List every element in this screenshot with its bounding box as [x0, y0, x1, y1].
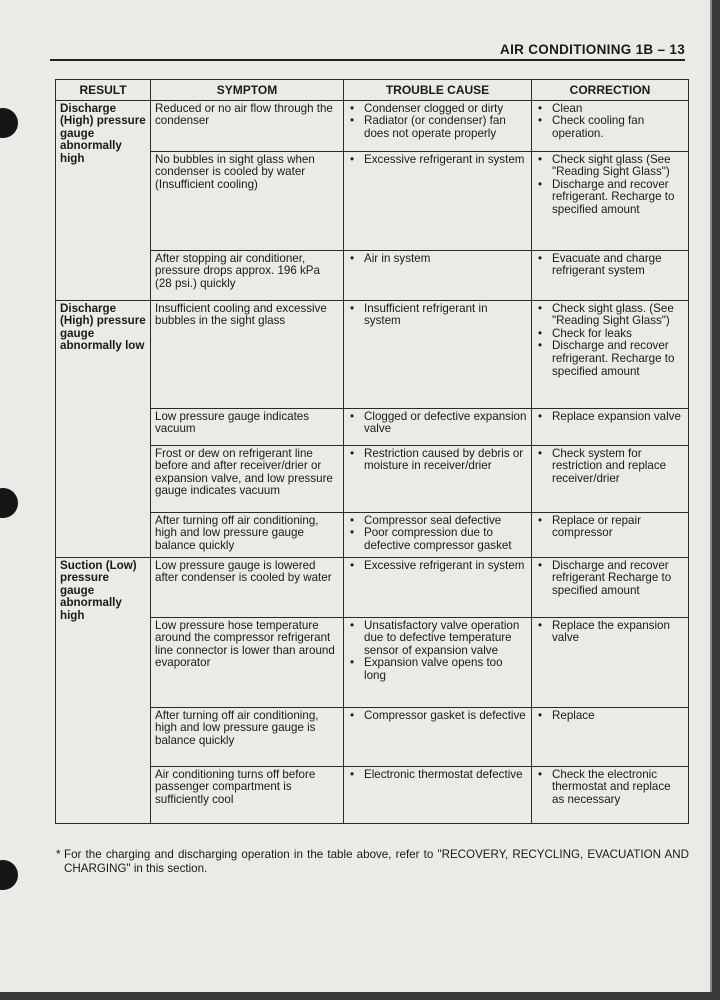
correction-cell — [532, 250, 689, 300]
cause-list — [348, 154, 527, 167]
correction-cell — [532, 766, 689, 823]
table-row — [56, 512, 689, 557]
cause-list — [348, 710, 527, 723]
symptom-cell: Low pressure hose temperature around the compressor refrigerant line connector is lower than around evaporator — [151, 617, 344, 707]
symptom-cell: After turning off air conditioning, high and low pressure gauge balance quickly — [151, 512, 344, 557]
correction-item: • Evacuate and charge refrigerant system — [536, 253, 684, 278]
cause-item: • Air in system — [348, 253, 527, 266]
troubleshooting-table — [55, 79, 689, 824]
cause-list — [348, 253, 527, 266]
cause-item: • Excessive refrigerant in system — [348, 154, 527, 167]
trouble-cause-cell — [344, 445, 532, 512]
correction-cell — [532, 151, 689, 250]
result-cell: Discharge (High) pressure gauge abnormally low — [56, 300, 151, 557]
correction-item: • Check for leaks — [536, 328, 684, 341]
table-row — [56, 408, 689, 445]
cause-list — [348, 411, 527, 436]
correction-cell — [532, 512, 689, 557]
correction-list — [536, 253, 684, 278]
trouble-cause-cell — [344, 300, 532, 408]
punch-hole-middle — [0, 488, 18, 518]
column-header-trouble-cause: TROUBLE CAUSE — [344, 80, 532, 101]
trouble-cause-cell — [344, 250, 532, 300]
correction-cell — [532, 707, 689, 766]
cause-item: • Compressor seal defective — [348, 515, 527, 528]
cause-item: • Insufficient refrigerant in system — [348, 303, 527, 328]
symptom-cell: Low pressure gauge is lowered after condenser is cooled by water — [151, 557, 344, 617]
correction-item: • Check the electronic thermostat and replace as necessary — [536, 769, 684, 807]
correction-cell — [532, 445, 689, 512]
correction-list — [536, 448, 684, 486]
correction-list — [536, 515, 684, 540]
table-body — [56, 100, 689, 823]
table-row — [56, 100, 689, 151]
cause-item: • Radiator (or condenser) fan does not operate properly — [348, 115, 527, 140]
cause-item: • Clogged or defective expansion valve — [348, 411, 527, 436]
cause-item: • Electronic thermostat defective — [348, 769, 527, 782]
trouble-cause-cell — [344, 707, 532, 766]
correction-list — [536, 620, 684, 645]
cause-list — [348, 103, 527, 141]
trouble-cause-cell — [344, 151, 532, 250]
symptom-cell: After turning off air conditioning, high and low pressure gauge is balance quickly — [151, 707, 344, 766]
correction-item: • Check sight glass. (See "Reading Sight Glass") — [536, 303, 684, 328]
cause-item: • Poor compression due to defective compressor gasket — [348, 527, 527, 552]
cause-list — [348, 560, 527, 573]
correction-cell — [532, 557, 689, 617]
table-row — [56, 766, 689, 823]
result-cell: Suction (Low) pressure gauge abnormally high — [56, 557, 151, 823]
correction-item: • Discharge and recover refrigerant Recharge to specified amount — [536, 560, 684, 598]
footnote — [56, 848, 689, 876]
trouble-cause-cell — [344, 408, 532, 445]
table-row — [56, 445, 689, 512]
trouble-cause-cell — [344, 766, 532, 823]
symptom-cell: No bubbles in sight glass when condenser is cooled by water (Insufficient cooling) — [151, 151, 344, 250]
table-row — [56, 557, 689, 617]
correction-item: • Check cooling fan operation. — [536, 115, 684, 140]
correction-cell — [532, 100, 689, 151]
trouble-cause-cell — [344, 617, 532, 707]
correction-list — [536, 303, 684, 379]
page-header — [50, 42, 685, 61]
symptom-cell: Low pressure gauge indicates vacuum — [151, 408, 344, 445]
cause-list — [348, 515, 527, 553]
correction-item: • Discharge and recover refrigerant. Recharge to specified amount — [536, 179, 684, 217]
table-row — [56, 250, 689, 300]
table-row — [56, 151, 689, 250]
correction-item: • Check system for restriction and replace receiver/drier — [536, 448, 684, 486]
cause-item: • Condenser clogged or dirty — [348, 103, 527, 116]
correction-list — [536, 710, 684, 723]
table-row — [56, 300, 689, 408]
punch-hole-bottom — [0, 860, 18, 890]
trouble-cause-cell — [344, 100, 532, 151]
correction-list — [536, 560, 684, 598]
cause-list — [348, 769, 527, 782]
correction-item: • Clean — [536, 103, 684, 116]
correction-cell — [532, 300, 689, 408]
cause-item: • Unsatisfactory valve operation due to defective temperature sensor of expansion valve — [348, 620, 527, 658]
correction-list — [536, 154, 684, 217]
cause-item: • Expansion valve opens too long — [348, 657, 527, 682]
correction-cell — [532, 408, 689, 445]
footnote-text: For the charging and discharging operation in the table above, refer to "RECOVERY, RECYCLING, EVACUATION AND CHARGING" in this section. — [64, 848, 689, 875]
column-header-result: RESULT — [56, 80, 151, 101]
symptom-cell: After stopping air conditioner, pressure drops approx. 196 kPa (28 psi.) quickly — [151, 250, 344, 300]
section-title: AIR CONDITIONING 1B – 13 — [500, 42, 685, 57]
correction-item: • Discharge and recover refrigerant. Recharge to specified amount — [536, 340, 684, 378]
correction-item: • Replace expansion valve — [536, 411, 684, 424]
trouble-cause-cell — [344, 512, 532, 557]
table-row — [56, 707, 689, 766]
cause-item: • Compressor gasket is defective — [348, 710, 527, 723]
column-header-symptom: SYMPTOM — [151, 80, 344, 101]
cause-list — [348, 448, 527, 473]
symptom-cell: Frost or dew on refrigerant line before and after receiver/drier or expansion valve, and low pressure gauge indicates vacuum — [151, 445, 344, 512]
punch-hole-top — [0, 108, 18, 138]
symptom-cell: Reduced or no air flow through the condenser — [151, 100, 344, 151]
trouble-cause-cell — [344, 557, 532, 617]
correction-list — [536, 103, 684, 141]
correction-item: • Replace or repair compressor — [536, 515, 684, 540]
correction-cell — [532, 617, 689, 707]
cause-list — [348, 303, 527, 328]
cause-item: • Excessive refrigerant in system — [348, 560, 527, 573]
correction-item: • Replace the expansion valve — [536, 620, 684, 645]
cause-list — [348, 620, 527, 683]
cause-item: • Restriction caused by debris or moisture in receiver/drier — [348, 448, 527, 473]
correction-item: • Check sight glass (See "Reading Sight Glass") — [536, 154, 684, 179]
result-cell: Discharge (High) pressure gauge abnormally high — [56, 100, 151, 300]
correction-list — [536, 769, 684, 807]
symptom-cell: Air conditioning turns off before passenger compartment is sufficiently cool — [151, 766, 344, 823]
column-header-correction: CORRECTION — [532, 80, 689, 101]
table-row — [56, 617, 689, 707]
footnote-marker: * — [56, 848, 61, 861]
symptom-cell: Insufficient cooling and excessive bubbles in the sight glass — [151, 300, 344, 408]
correction-list — [536, 411, 684, 424]
correction-item: • Replace — [536, 710, 684, 723]
table-header-row — [56, 80, 689, 101]
